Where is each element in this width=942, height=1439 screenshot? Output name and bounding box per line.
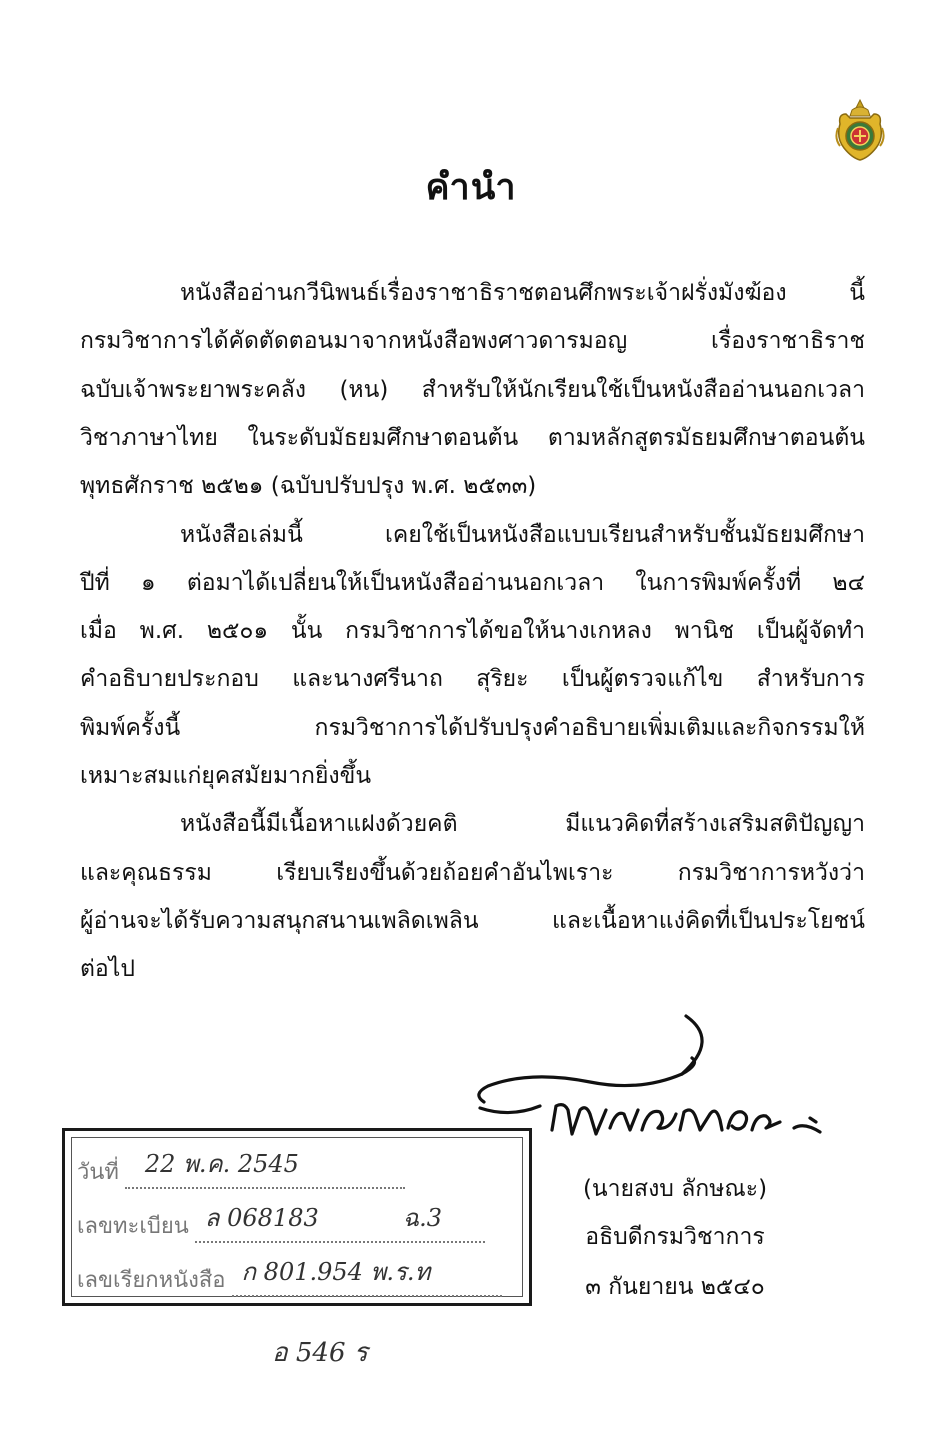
signatory-position: อธิบดีกรมวิชาการ <box>585 1224 765 1250</box>
stamp-date-value: 22 พ.ค. 2545 <box>144 1150 299 1178</box>
stamp-reg-line <box>195 1204 485 1243</box>
body-line: วิชาภาษาไทย ในระดับมัธยมศึกษาตอนต้น ตามหลักสูตรมัธยมศึกษาตอนต้น <box>80 424 865 451</box>
stamp-date-line <box>125 1150 405 1189</box>
library-stamp <box>62 1128 532 1306</box>
body-line: หนังสืออ่านกวีนิพนธ์เรื่องราชาธิราชตอนศึกพระเจ้าฝรั่งมังฆ้อง นี้ <box>180 280 865 306</box>
page-title: คำนำ <box>425 166 517 208</box>
ministry-emblem-icon <box>834 98 886 162</box>
stamp-reg-copy: ฉ.3 <box>402 1204 443 1232</box>
stamp-call-label: เลขเรียกหนังสือ <box>77 1268 226 1293</box>
body-line: และคุณธรรม เรียบเรียงขึ้นด้วยถ้อยคำอันไพเราะ กรมวิชาการหวังว่า <box>80 859 865 886</box>
body-line: ปีที่ ๑ ต่อมาได้เปลี่ยนให้เป็นหนังสืออ่านนอกเวลา ในการพิมพ์ครั้งที่ ๒๔ <box>80 569 865 596</box>
handwritten-note: อ 546 ร <box>272 1338 368 1368</box>
stamp-date-label: วันที่ <box>77 1160 119 1185</box>
stamp-reg-value: ล 068183 <box>204 1204 319 1232</box>
body-line: ฉบับเจ้าพระยาพระคลัง (หน) สำหรับให้นักเรียนใช้เป็นหนังสืออ่านนอกเวลา <box>80 376 865 403</box>
stamp-call-line <box>232 1258 502 1297</box>
stamp-date-row <box>77 1149 405 1189</box>
stamp-call-row <box>77 1257 502 1297</box>
body-line: คำอธิบายประกอบ และนางศรีนาถ สุริยะ เป็นผู้ตรวจแก้ไข สำหรับการ <box>80 666 865 693</box>
stamp-call-value: ก 801.954 พ.ร.ท <box>241 1258 431 1286</box>
stamp-reg-row <box>77 1203 485 1243</box>
body-line: ผู้อ่านจะได้รับความสนุกสนานเพลิดเพลิน และเนื้อหาแง่คิดที่เป็นประโยชน์ <box>80 907 865 934</box>
body-line: เหมาะสมแก่ยุคสมัยมากยิ่งขึ้น <box>80 763 372 789</box>
signature-date: ๓ กันยายน ๒๕๔๐ <box>585 1274 765 1300</box>
body-line: หนังสือเล่มนี้ เคยใช้เป็นหนังสือแบบเรียนสำหรับชั้นมัธยมศึกษา <box>180 521 865 548</box>
signatory-name: (นายสงบ ลักษณะ) <box>582 1176 768 1202</box>
body-line: หนังสือนี้มีเนื้อหาแฝงด้วยคติ มีแนวคิดที่สร้างเสริมสติปัญญา <box>180 811 865 838</box>
body-line: กรมวิชาการได้คัดตัดตอนมาจากหนังสือพงศาวดารมอญ เรื่องราชาธิราช <box>80 328 865 355</box>
body-line: ต่อไป <box>80 956 135 983</box>
body-line: พิมพ์ครั้งนี้ กรมวิชาการได้ปรับปรุงคำอธิบายเพิ่มเติมและกิจกรรมให้ <box>80 714 865 741</box>
body-line: เมื่อ พ.ศ. ๒๕๐๑ นั้น กรมวิชาการได้ขอให้นางเกหลง พานิช เป็นผู้จัดทำ <box>80 618 865 645</box>
body-line: พุทธศักราช ๒๕๒๑ (ฉบับปรับปรุง พ.ศ. ๒๕๓๓) <box>80 473 537 500</box>
stamp-reg-label: เลขทะเบียน <box>77 1214 189 1239</box>
